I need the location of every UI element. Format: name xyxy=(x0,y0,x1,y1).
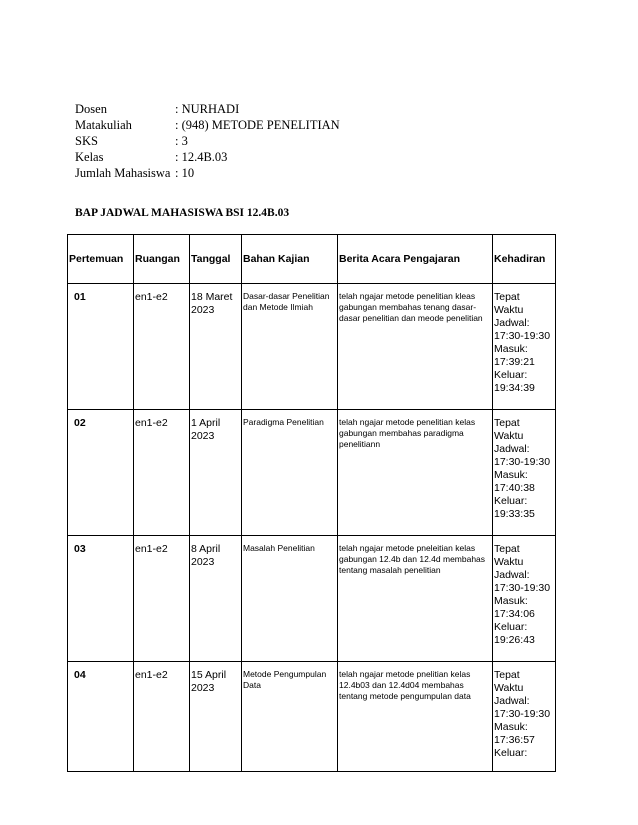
table-row xyxy=(68,284,556,410)
info-row-matakuliah xyxy=(75,117,340,133)
kehadiran-line: 17:30-19:30 xyxy=(494,582,551,594)
document-title: BAP JADWAL MAHASISWA BSI 12.4B.03 xyxy=(75,207,290,219)
table-row xyxy=(68,662,556,772)
cell-pertemuan: 01 xyxy=(68,284,134,410)
cell-kehadiran xyxy=(493,410,556,536)
info-label: Matakuliah xyxy=(75,118,132,132)
kehadiran-line: 17:34:06 xyxy=(494,608,535,620)
table-row xyxy=(68,536,556,662)
cell-berita-acara: telah ngajar metode pnelitian kelas 12.4b03 dan 12.4d04 membahas tentang metode pengumpulan data xyxy=(338,662,493,772)
cell-ruangan: en1-e2 xyxy=(134,410,190,536)
kehadiran-line: 17:30-19:30 xyxy=(494,330,551,342)
cell-bahan-kajian: Masalah Penelitian xyxy=(242,536,338,662)
cell-tanggal: 15 April 2023 xyxy=(190,662,242,772)
info-value: : 12.4B.03 xyxy=(175,150,228,164)
cell-pertemuan: 02 xyxy=(68,410,134,536)
kehadiran-line: Keluar: xyxy=(494,495,528,507)
info-row-kelas xyxy=(75,149,340,165)
info-label: SKS xyxy=(75,134,98,148)
cell-kehadiran xyxy=(493,284,556,410)
info-row-sks xyxy=(75,133,340,149)
header-ruangan: Ruangan xyxy=(134,235,190,284)
cell-ruangan: en1-e2 xyxy=(134,536,190,662)
kehadiran-line: Keluar: xyxy=(494,369,528,381)
kehadiran-line: Masuk: xyxy=(494,721,528,733)
cell-pertemuan: 04 xyxy=(68,662,134,772)
kehadiran-line: Jadwal: xyxy=(494,569,530,581)
kehadiran-line: Jadwal: xyxy=(494,443,530,455)
table-header-row xyxy=(68,235,556,284)
table-row xyxy=(68,410,556,536)
kehadiran-line: 17:39:21 xyxy=(494,356,535,368)
kehadiran-line: 19:34:39 xyxy=(494,382,535,394)
info-row-jumlah-mahasiswa xyxy=(75,165,340,181)
kehadiran-line: Masuk: xyxy=(494,595,528,607)
kehadiran-line: 17:30-19:30 xyxy=(494,708,551,720)
kehadiran-line: 19:26:43 xyxy=(494,634,535,646)
cell-berita-acara: telah ngajar metode penelitian kleas gabungan membahas tenang dasar-dasar penelitian dan meode penelitian xyxy=(338,284,493,410)
kehadiran-line: 17:36:57 xyxy=(494,734,535,746)
cell-kehadiran xyxy=(493,536,556,662)
info-label: Kelas xyxy=(75,150,104,164)
cell-tanggal: 8 April 2023 xyxy=(190,536,242,662)
cell-berita-acara: telah ngajar metode pneleitian kelas gabungan 12.4b dan 12.4d membahas tentang masalah penelitian xyxy=(338,536,493,662)
kehadiran-line: Tepat xyxy=(494,291,520,303)
bap-table xyxy=(67,234,556,772)
header-berita-acara: Berita Acara Pengajaran xyxy=(338,235,493,284)
kehadiran-line: Waktu xyxy=(494,556,524,568)
info-label: Jumlah Mahasiswa xyxy=(75,166,171,180)
cell-bahan-kajian: Paradigma Penelitian xyxy=(242,410,338,536)
kehadiran-line: Waktu xyxy=(494,682,524,694)
kehadiran-line: Waktu xyxy=(494,430,524,442)
kehadiran-line: 17:30-19:30 xyxy=(494,456,551,468)
info-row-dosen xyxy=(75,101,340,117)
kehadiran-line: Jadwal: xyxy=(494,317,530,329)
cell-tanggal: 1 April 2023 xyxy=(190,410,242,536)
kehadiran-line: Tepat xyxy=(494,543,520,555)
kehadiran-line: Keluar: xyxy=(494,621,528,633)
cell-ruangan: en1-e2 xyxy=(134,284,190,410)
kehadiran-line: Waktu xyxy=(494,304,524,316)
info-value: : 3 xyxy=(175,134,188,148)
kehadiran-line: Tepat xyxy=(494,669,520,681)
kehadiran-line: Masuk: xyxy=(494,343,528,355)
kehadiran-line: Tepat xyxy=(494,417,520,429)
kehadiran-line: 17:40:38 xyxy=(494,482,535,494)
cell-pertemuan: 03 xyxy=(68,536,134,662)
lecturer-info xyxy=(75,101,340,181)
kehadiran-line: Masuk: xyxy=(494,469,528,481)
info-value: : NURHADI xyxy=(175,102,240,116)
kehadiran-line: Keluar: xyxy=(494,747,528,759)
info-value: : (948) METODE PENELITIAN xyxy=(175,118,340,132)
cell-bahan-kajian: Metode Pengumpulan Data xyxy=(242,662,338,772)
header-tanggal: Tanggal xyxy=(190,235,242,284)
cell-bahan-kajian: Dasar-dasar Penelitian dan Metode Ilmiah xyxy=(242,284,338,410)
header-bahan-kajian: Bahan Kajian xyxy=(242,235,338,284)
kehadiran-line: Jadwal: xyxy=(494,695,530,707)
header-kehadiran: Kehadiran xyxy=(493,235,556,284)
header-pertemuan: Pertemuan xyxy=(68,235,134,284)
cell-ruangan: en1-e2 xyxy=(134,662,190,772)
cell-tanggal: 18 Maret 2023 xyxy=(190,284,242,410)
info-value: : 10 xyxy=(175,166,195,180)
cell-berita-acara: telah ngajar metode penelitian kelas gabungan membahas paradigma penelitiann xyxy=(338,410,493,536)
info-label: Dosen xyxy=(75,102,107,116)
cell-kehadiran xyxy=(493,662,556,772)
kehadiran-line: 19:33:35 xyxy=(494,508,535,520)
